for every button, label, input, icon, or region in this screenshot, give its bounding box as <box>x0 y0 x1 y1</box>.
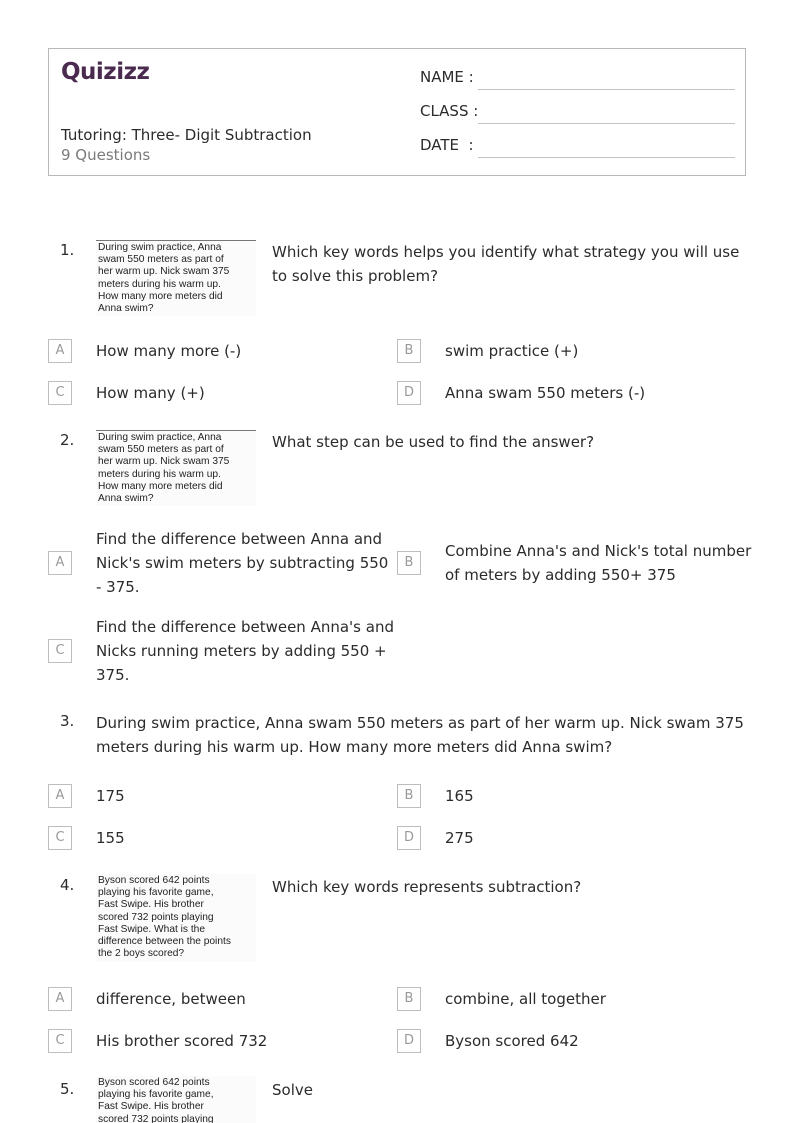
question-count: 9 Questions <box>61 146 151 164</box>
date-line <box>478 157 735 158</box>
option-text: Byson scored 642 <box>445 1032 579 1050</box>
option-letter: D <box>397 1029 421 1053</box>
date-field[interactable] <box>420 136 735 158</box>
option-letter: C <box>48 826 72 850</box>
option-text: 165 <box>445 787 474 805</box>
option-text: How many (+) <box>96 384 205 402</box>
class-field[interactable] <box>420 102 735 124</box>
class-line <box>478 123 735 124</box>
option-letter: A <box>48 987 72 1011</box>
question-text: Which key words represents subtraction? <box>272 878 582 896</box>
question-number: 1. <box>60 241 75 259</box>
quizizz-logo: Quizizz <box>61 59 150 85</box>
option-letter: B <box>397 551 421 575</box>
name-line <box>478 89 735 90</box>
question-image <box>96 874 256 962</box>
question-image-text: During swim practice, Anna swam 550 meters as part of her warm up. Nick swam 375 meters during his warm up. How many more meters did Anna swim? <box>98 432 230 505</box>
option-text: 155 <box>96 829 125 847</box>
question-image <box>96 240 256 316</box>
option-letter: B <box>397 987 421 1011</box>
question-image-text: During swim practice, Anna swam 550 meters as part of her warm up. Nick swam 375 meters during his warm up. How many more meters did Anna swim? <box>98 242 230 315</box>
class-label: CLASS : <box>420 102 479 120</box>
option-letter: C <box>48 639 72 663</box>
name-field[interactable] <box>420 68 735 90</box>
option-text: Find the difference between Anna's and Nicks running meters by adding 550 + 375. <box>96 618 394 684</box>
question-text: During swim practice, Anna swam 550 meters as part of her warm up. Nick swam 375 meters during his warm up. How many more meters did Anna swim? <box>96 714 744 756</box>
option-text: combine, all together <box>445 990 606 1008</box>
option-text: 275 <box>445 829 474 847</box>
question-text: Solve <box>272 1081 313 1099</box>
option-letter: D <box>397 381 421 405</box>
option-text: swim practice (+) <box>445 342 579 360</box>
option-text: How many more (-) <box>96 342 242 360</box>
option-letter: D <box>397 826 421 850</box>
option-text: Find the difference between Anna and Nick's swim meters by subtracting 550 - 375. <box>96 530 389 596</box>
question-image <box>96 1076 256 1123</box>
option-letter: B <box>397 339 421 363</box>
question-number: 5. <box>60 1080 75 1098</box>
option-letter: C <box>48 1029 72 1053</box>
name-label: NAME : <box>420 68 474 86</box>
question-number: 3. <box>60 712 75 730</box>
option-text: His brother scored 732 <box>96 1032 268 1050</box>
question-number: 4. <box>60 876 75 894</box>
worksheet-header <box>48 48 746 176</box>
option-text: Combine Anna's and Nick's total number of meters by adding 550+ 375 <box>445 542 752 584</box>
option-letter: A <box>48 551 72 575</box>
question-text: Which key words helps you identify what strategy you will use to solve this problem? <box>272 243 740 285</box>
question-image-text: Byson scored 642 points playing his favorite game, Fast Swipe. His brother scored 732 points playing <box>98 1077 214 1123</box>
question-image <box>96 430 256 506</box>
option-text: Anna swam 550 meters (-) <box>445 384 646 402</box>
option-letter: C <box>48 381 72 405</box>
option-text: 175 <box>96 787 125 805</box>
worksheet-title: Tutoring: Three- Digit Subtraction <box>61 126 312 144</box>
option-letter: B <box>397 784 421 808</box>
option-letter: A <box>48 784 72 808</box>
option-text: difference, between <box>96 990 246 1008</box>
question-image-text: Byson scored 642 points playing his favorite game, Fast Swipe. His brother scored 732 points playing Fast Swipe. What is the difference between the points the 2 boys scored? <box>98 875 231 960</box>
question-text: What step can be used to find the answer? <box>272 433 595 451</box>
date-label: DATE : <box>420 136 474 154</box>
question-number: 2. <box>60 431 75 449</box>
option-letter: A <box>48 339 72 363</box>
